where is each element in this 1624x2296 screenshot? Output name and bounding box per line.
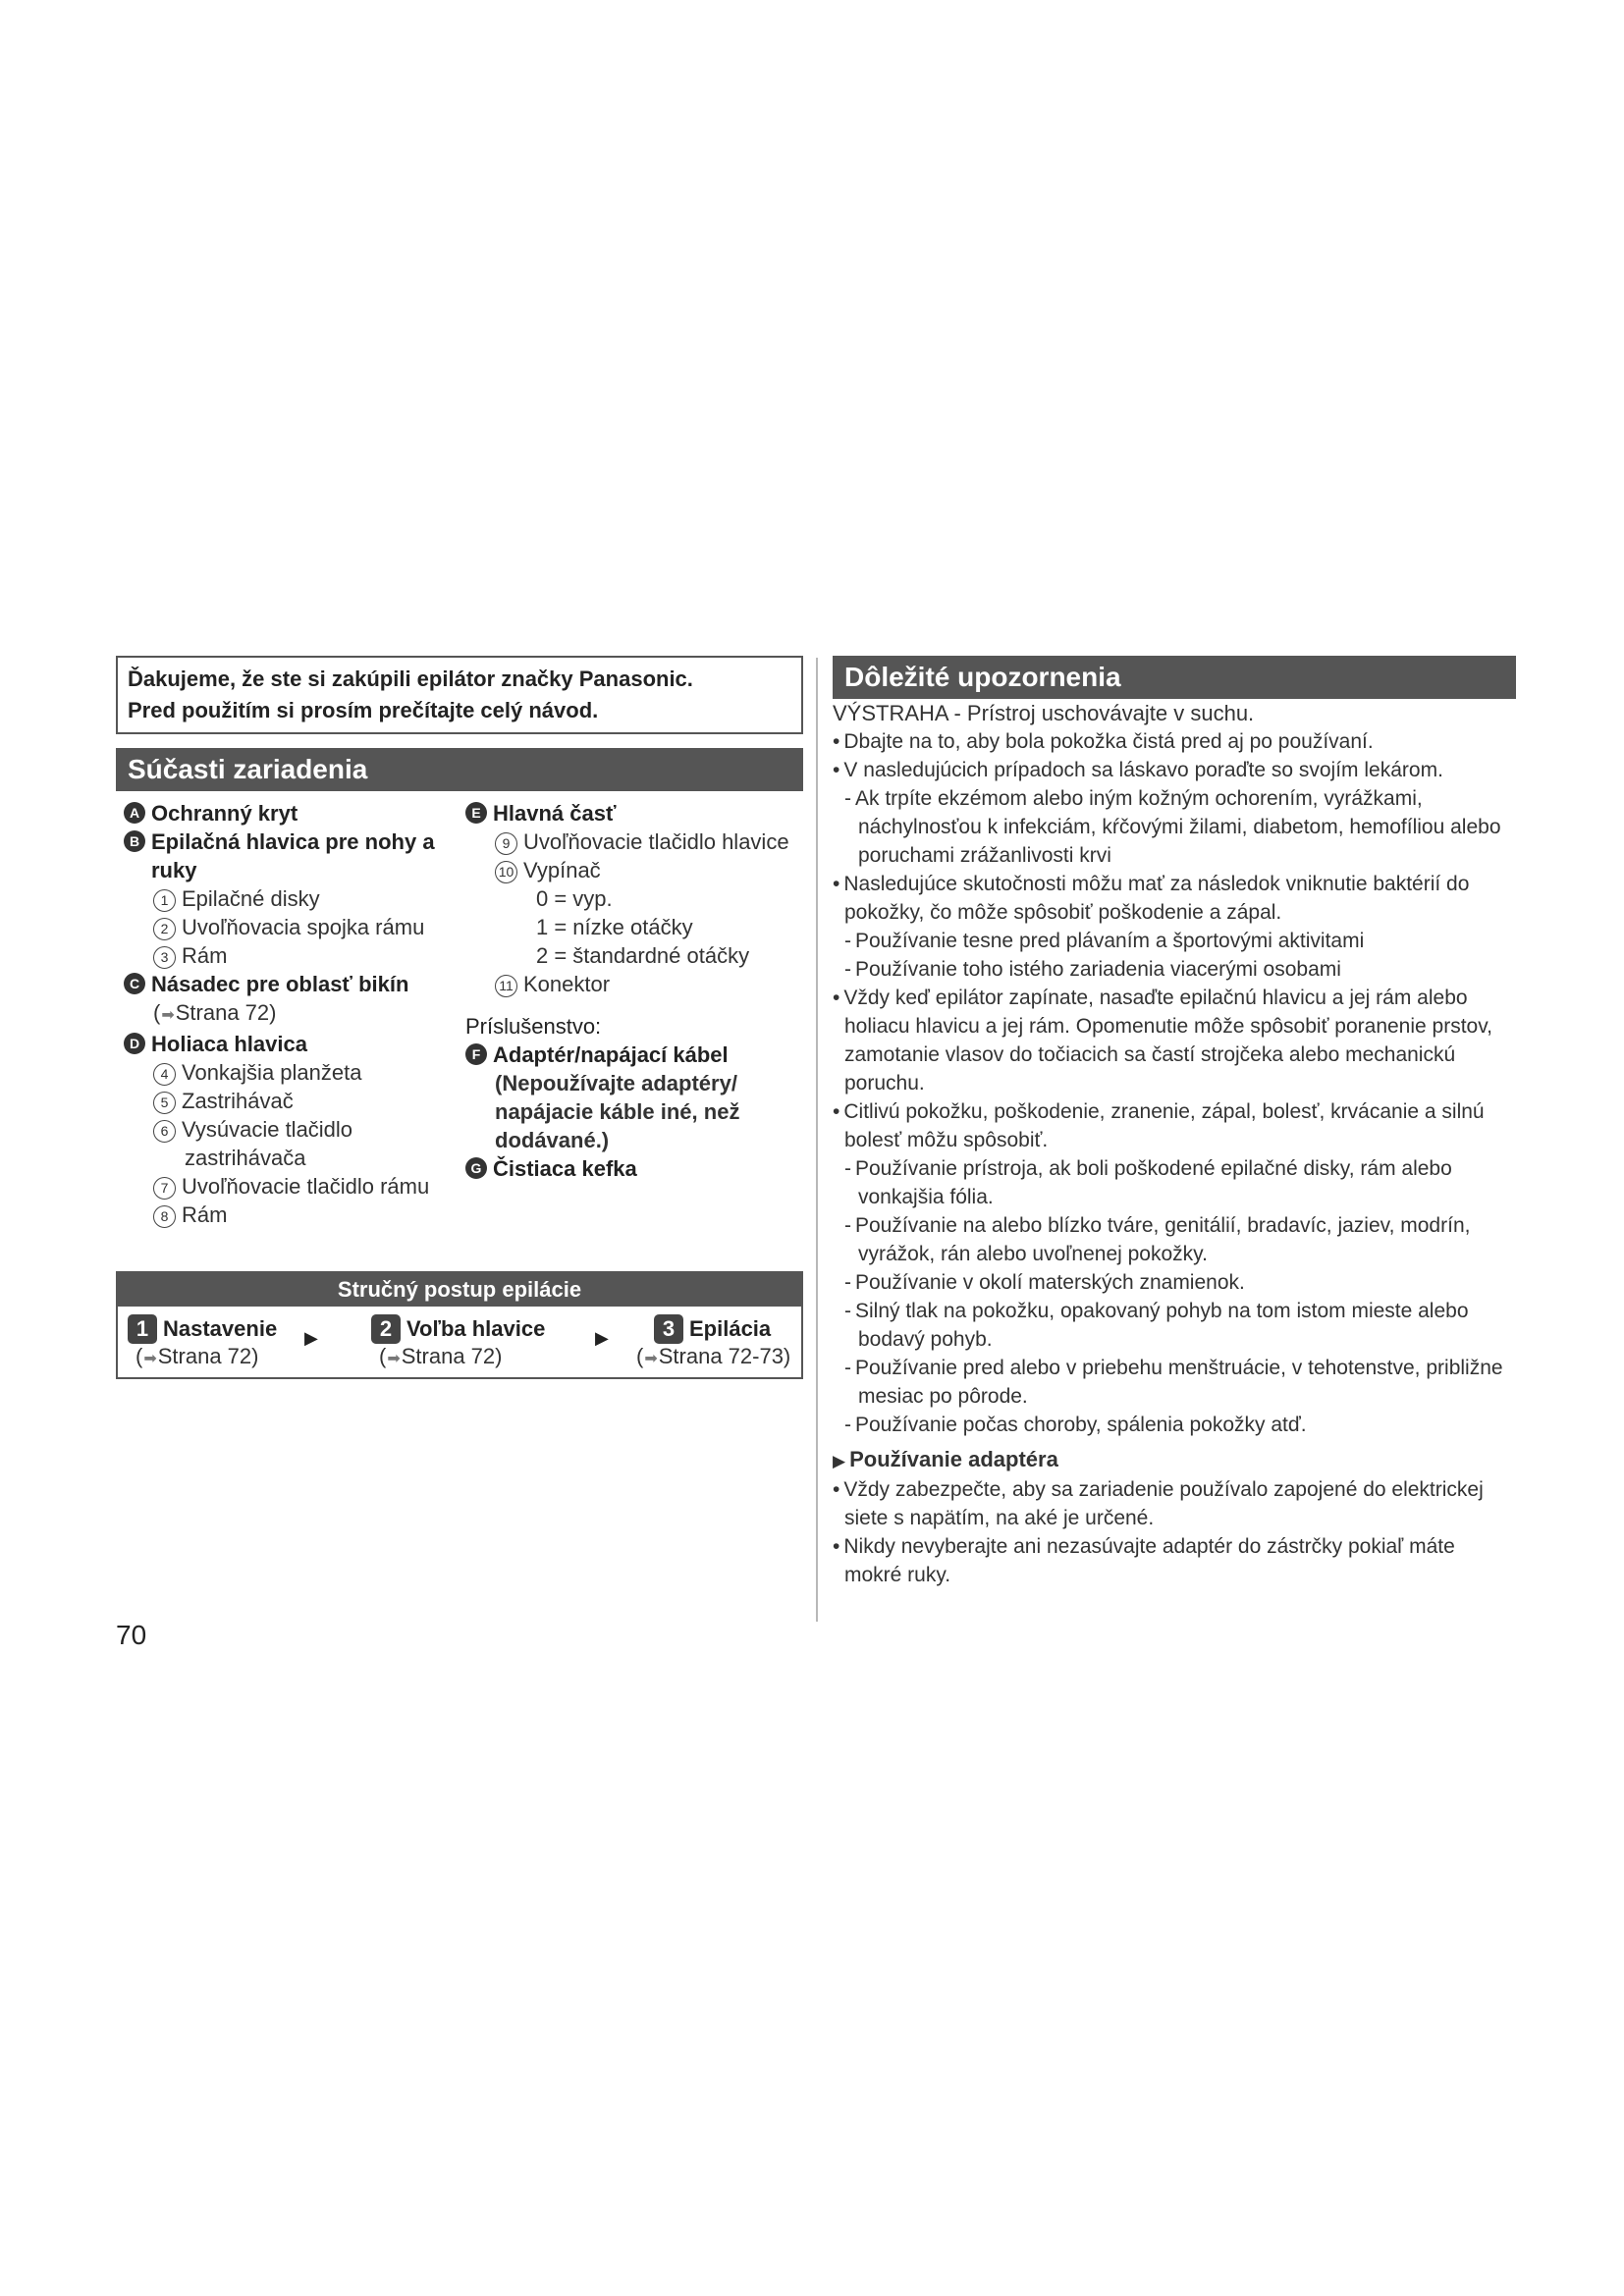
switch-setting-0: 0 = vyp. [536,886,613,911]
badge-b-icon: B [124,830,145,852]
note-bullet-4: • Vždy keď epilátor zapínate, nasaďte epilačnú hlavicu a jej rám alebo holiacu hlavicu a jej rám. Opomenutie môže spôsobiť poranenie prstov, zamotanie vlasov do točiacich sa častí strojčeka alebo mechanickú poruchu. [833,984,1516,1097]
badge-g-icon: G [465,1157,487,1179]
step-arrow-icon: ▶ [595,1328,609,1348]
circled-number-icon: 5 [153,1092,176,1114]
part-e: E Hlavná časť [465,799,799,828]
quick-step-2: 2 Voľba hlavice (➡ Strana 72) [371,1314,545,1372]
right-column [833,656,1516,1589]
intro-box [116,656,803,734]
parts-section-title: Súčasti zariadenia [116,748,803,791]
part-d-item-6: 6 Vysúvacie tlačidlo [124,1115,458,1144]
switch-setting-1: 1 = nízke otáčky [536,915,693,939]
adapter-bullet-1: • Vždy zabezpečte, aby sa zariadenie používalo zapojené do elektrickej siete s napätím, na aké je určené. [833,1475,1516,1532]
step-number-icon: 2 [371,1314,401,1344]
part-f: F Adaptér/napájací kábel [465,1041,799,1069]
part-b: B Epilačná hlavica pre nohy a ruky [124,828,458,884]
adapter-subheading: ▶ Používanie adaptéra [833,1445,1516,1475]
note-bullet-2-dash-1: - Ak trpíte ekzémom alebo iným kožným ochorením, vyrážkami, náchylnosťou k infekciám, kŕčovými žilami, diabetom, hemofíliou alebo poruchami zrážanlivosti krvi [833,784,1516,870]
part-d-item-4: 4 Vonkajšia planžeta [124,1058,458,1087]
circled-number-icon: 9 [495,832,517,855]
circled-number-icon: 1 [153,889,176,912]
note-bullet-5-dash-5: - Používanie pred alebo v priebehu menštruácie, v tehotenstve, približne mesiac po pôrode. [833,1354,1516,1411]
intro-line-2: Pred použitím si prosím prečítajte celý návod. [128,698,599,722]
step-arrow-icon: ▶ [304,1328,318,1348]
part-c-ref: (➡ Strana 72) [124,998,458,1030]
part-b-item-1: 1 Epilačné disky [124,884,458,913]
circled-number-icon: 10 [495,861,517,883]
badge-a-icon: A [124,802,145,824]
note-bullet-2: • V nasledujúcich prípadoch sa láskavo poraďte so svojím lekárom. [833,756,1516,784]
badge-e-icon: E [465,802,487,824]
note-bullet-5-dash-4: - Silný tlak na pokožku, opakovaný pohyb na tom istom mieste alebo bodavý pohyb. [833,1297,1516,1354]
part-f-line-2: (Nepoužívajte adaptéry/ [495,1071,737,1095]
part-f-line-4: dodávané.) [495,1128,610,1152]
parts-column-b [465,799,799,1183]
note-bullet-5: • Citlivú pokožku, poškodenie, zranenie, zápal, bolesť, krvácanie a silnú bolesť môžu spôsobiť. [833,1097,1516,1154]
arrow-right-icon [643,1344,658,1368]
part-d-item-8: 8 Rám [124,1201,458,1229]
switch-setting-2: 2 = štandardné otáčky [536,943,750,968]
notes-body [833,699,1516,1589]
step-number-icon: 1 [128,1314,157,1344]
part-e-item-9: 9 Uvoľňovacie tlačidlo hlavice [465,828,799,856]
part-c: C Násadec pre oblasť bikín [124,970,458,998]
note-bullet-1: • Dbajte na to, aby bola pokožka čistá pred aj po používaní. [833,727,1516,756]
part-b-item-3: 3 Rám [124,941,458,970]
note-bullet-5-dash-6: - Používanie počas choroby, spálenia pokožky atď. [833,1411,1516,1439]
circled-number-icon: 6 [153,1120,176,1143]
part-e-item-10: 10 Vypínač [465,856,799,884]
part-d-item-6-cont: zastrihávača [185,1146,306,1170]
arrow-right-icon [160,1000,175,1025]
part-d-item-7: 7 Uvoľňovacie tlačidlo rámu [124,1172,458,1201]
part-d: D Holiaca hlavica [124,1030,458,1058]
intro-line-1: Ďakujeme, že ste si zakúpili epilátor značky Panasonic. [128,667,693,691]
circled-number-icon: 11 [495,975,517,997]
circled-number-icon: 2 [153,918,176,940]
note-bullet-5-dash-1: - Používanie prístroja, ak boli poškodené epilačné disky, rám alebo vonkajšia fólia. [833,1154,1516,1211]
arrow-right-icon [142,1344,157,1368]
column-divider [816,658,818,1622]
badge-c-icon: C [124,973,145,994]
note-bullet-5-dash-3: - Používanie v okolí materských znamienok. [833,1268,1516,1297]
circled-number-icon: 4 [153,1063,176,1086]
note-bullet-5-dash-2: - Používanie na alebo blízko tváre, genitálií, bradavíc, jaziev, modrín, vyrážok, rán alebo uvoľnenej pokožky. [833,1211,1516,1268]
circled-number-icon: 7 [153,1177,176,1200]
warning-text: VÝSTRAHA - Prístroj uschovávajte v suchu. [833,701,1255,725]
parts-column-a [124,799,458,1229]
part-d-item-5: 5 Zastrihávač [124,1087,458,1115]
part-f-line-3: napájacie káble iné, než [495,1099,740,1124]
adapter-bullet-2: • Nikdy nevyberajte ani nezasúvajte adaptér do zástrčky pokiaľ máte mokré ruky. [833,1532,1516,1589]
quick-guide-box [116,1271,803,1379]
part-b-item-2: 2 Uvoľňovacia spojka rámu [124,913,458,941]
quick-step-1: 1 Nastavenie (➡ Strana 72) [128,1314,277,1372]
quick-guide-steps [118,1307,801,1377]
left-column [116,656,803,1379]
note-bullet-3: • Nasledujúce skutočnosti môžu mať za následok vniknutie baktérií do pokožky, čo môže spôsobiť poškodenie a zápal. [833,870,1516,927]
arrow-right-icon [386,1344,401,1368]
quick-step-3: 3 Epilácia (➡ Strana 72-73) [636,1314,790,1372]
notes-section-title: Dôležité upozornenia [833,656,1516,699]
page-number: 70 [116,1620,147,1650]
part-a: A Ochranný kryt [124,799,458,828]
part-e-item-11: 11 Konektor [465,970,799,998]
accessories-label: Príslušenstvo: [465,1014,602,1039]
circled-number-icon: 3 [153,946,176,969]
quick-guide-title: Stručný postup epilácie [118,1273,801,1307]
step-number-icon: 3 [654,1314,683,1344]
part-g: G Čistiaca kefka [465,1154,799,1183]
badge-d-icon: D [124,1033,145,1054]
parts-list [116,799,803,1265]
circled-number-icon: 8 [153,1205,176,1228]
note-bullet-3-dash-2: - Používanie toho istého zariadenia viacerými osobami [833,955,1516,984]
badge-f-icon: F [465,1043,487,1065]
note-bullet-3-dash-1: - Používanie tesne pred plávaním a športovými aktivitami [833,927,1516,955]
